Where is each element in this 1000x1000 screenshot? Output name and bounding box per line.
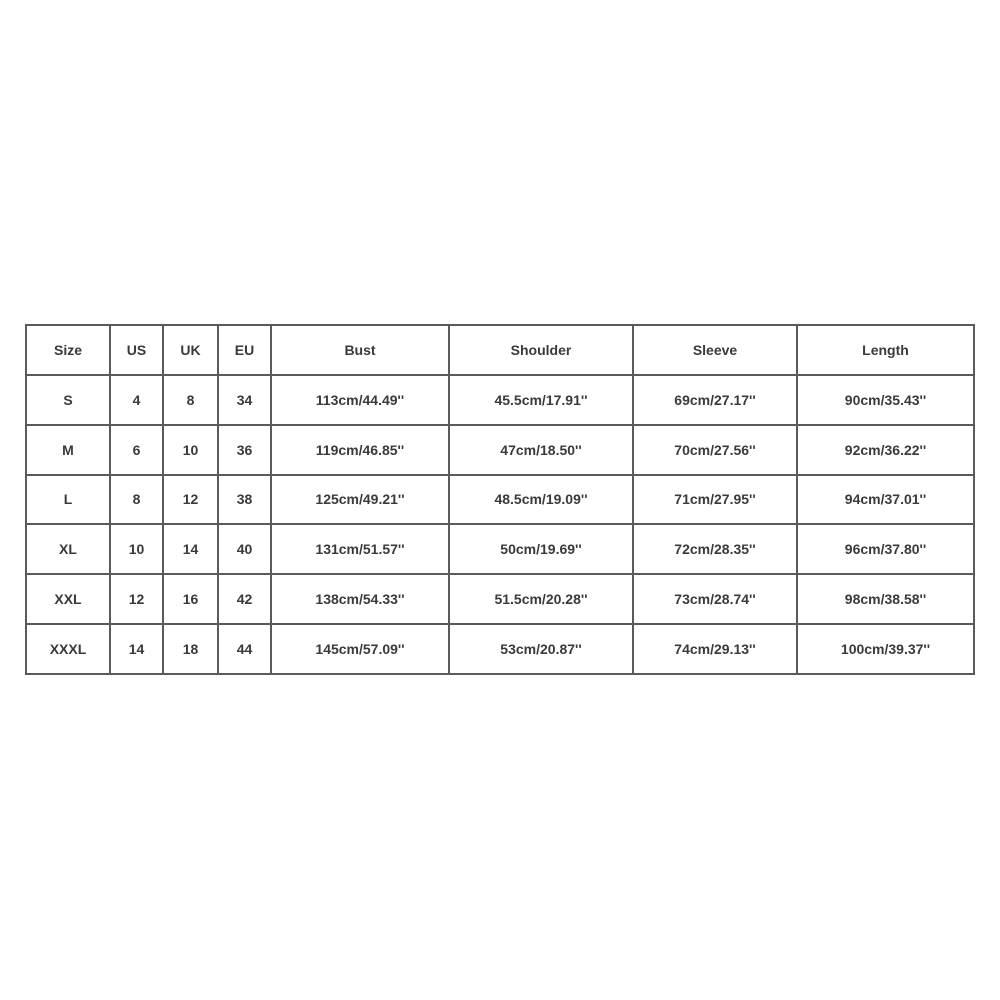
cell-length: 96cm/37.80'' <box>798 525 975 575</box>
cell-uk: 18 <box>164 625 219 675</box>
cell-shoulder: 45.5cm/17.91'' <box>450 376 634 426</box>
table-header-row <box>27 326 975 376</box>
cell-shoulder: 48.5cm/19.09'' <box>450 476 634 526</box>
header-size: Size <box>27 326 111 376</box>
cell-uk: 12 <box>164 476 219 526</box>
cell-bust: 145cm/57.09'' <box>272 625 450 675</box>
table-row <box>27 625 975 675</box>
table-row <box>27 426 975 476</box>
cell-eu: 36 <box>219 426 272 476</box>
cell-length: 98cm/38.58'' <box>798 575 975 625</box>
cell-size: M <box>27 426 111 476</box>
table-row <box>27 476 975 526</box>
cell-uk: 10 <box>164 426 219 476</box>
cell-uk: 8 <box>164 376 219 426</box>
table-row <box>27 376 975 426</box>
cell-us: 12 <box>111 575 164 625</box>
cell-bust: 138cm/54.33'' <box>272 575 450 625</box>
cell-shoulder: 51.5cm/20.28'' <box>450 575 634 625</box>
table-row <box>27 525 975 575</box>
cell-size: XL <box>27 525 111 575</box>
cell-eu: 42 <box>219 575 272 625</box>
cell-size: L <box>27 476 111 526</box>
cell-length: 90cm/35.43'' <box>798 376 975 426</box>
cell-us: 10 <box>111 525 164 575</box>
cell-us: 6 <box>111 426 164 476</box>
header-length: Length <box>798 326 975 376</box>
cell-sleeve: 70cm/27.56'' <box>634 426 798 476</box>
cell-length: 92cm/36.22'' <box>798 426 975 476</box>
cell-size: XXXL <box>27 625 111 675</box>
cell-size: XXL <box>27 575 111 625</box>
header-shoulder: Shoulder <box>450 326 634 376</box>
cell-us: 8 <box>111 476 164 526</box>
header-uk: UK <box>164 326 219 376</box>
cell-us: 4 <box>111 376 164 426</box>
table-row <box>27 575 975 625</box>
cell-bust: 131cm/51.57'' <box>272 525 450 575</box>
cell-eu: 44 <box>219 625 272 675</box>
cell-bust: 119cm/46.85'' <box>272 426 450 476</box>
cell-sleeve: 73cm/28.74'' <box>634 575 798 625</box>
cell-uk: 16 <box>164 575 219 625</box>
header-us: US <box>111 326 164 376</box>
cell-eu: 34 <box>219 376 272 426</box>
cell-sleeve: 74cm/29.13'' <box>634 625 798 675</box>
cell-eu: 40 <box>219 525 272 575</box>
cell-uk: 14 <box>164 525 219 575</box>
cell-length: 94cm/37.01'' <box>798 476 975 526</box>
cell-bust: 113cm/44.49'' <box>272 376 450 426</box>
cell-shoulder: 53cm/20.87'' <box>450 625 634 675</box>
cell-length: 100cm/39.37'' <box>798 625 975 675</box>
cell-sleeve: 72cm/28.35'' <box>634 525 798 575</box>
header-eu: EU <box>219 326 272 376</box>
cell-sleeve: 71cm/27.95'' <box>634 476 798 526</box>
cell-shoulder: 50cm/19.69'' <box>450 525 634 575</box>
cell-sleeve: 69cm/27.17'' <box>634 376 798 426</box>
cell-us: 14 <box>111 625 164 675</box>
cell-eu: 38 <box>219 476 272 526</box>
cell-size: S <box>27 376 111 426</box>
header-sleeve: Sleeve <box>634 326 798 376</box>
cell-shoulder: 47cm/18.50'' <box>450 426 634 476</box>
size-chart-table <box>25 324 975 675</box>
header-bust: Bust <box>272 326 450 376</box>
cell-bust: 125cm/49.21'' <box>272 476 450 526</box>
